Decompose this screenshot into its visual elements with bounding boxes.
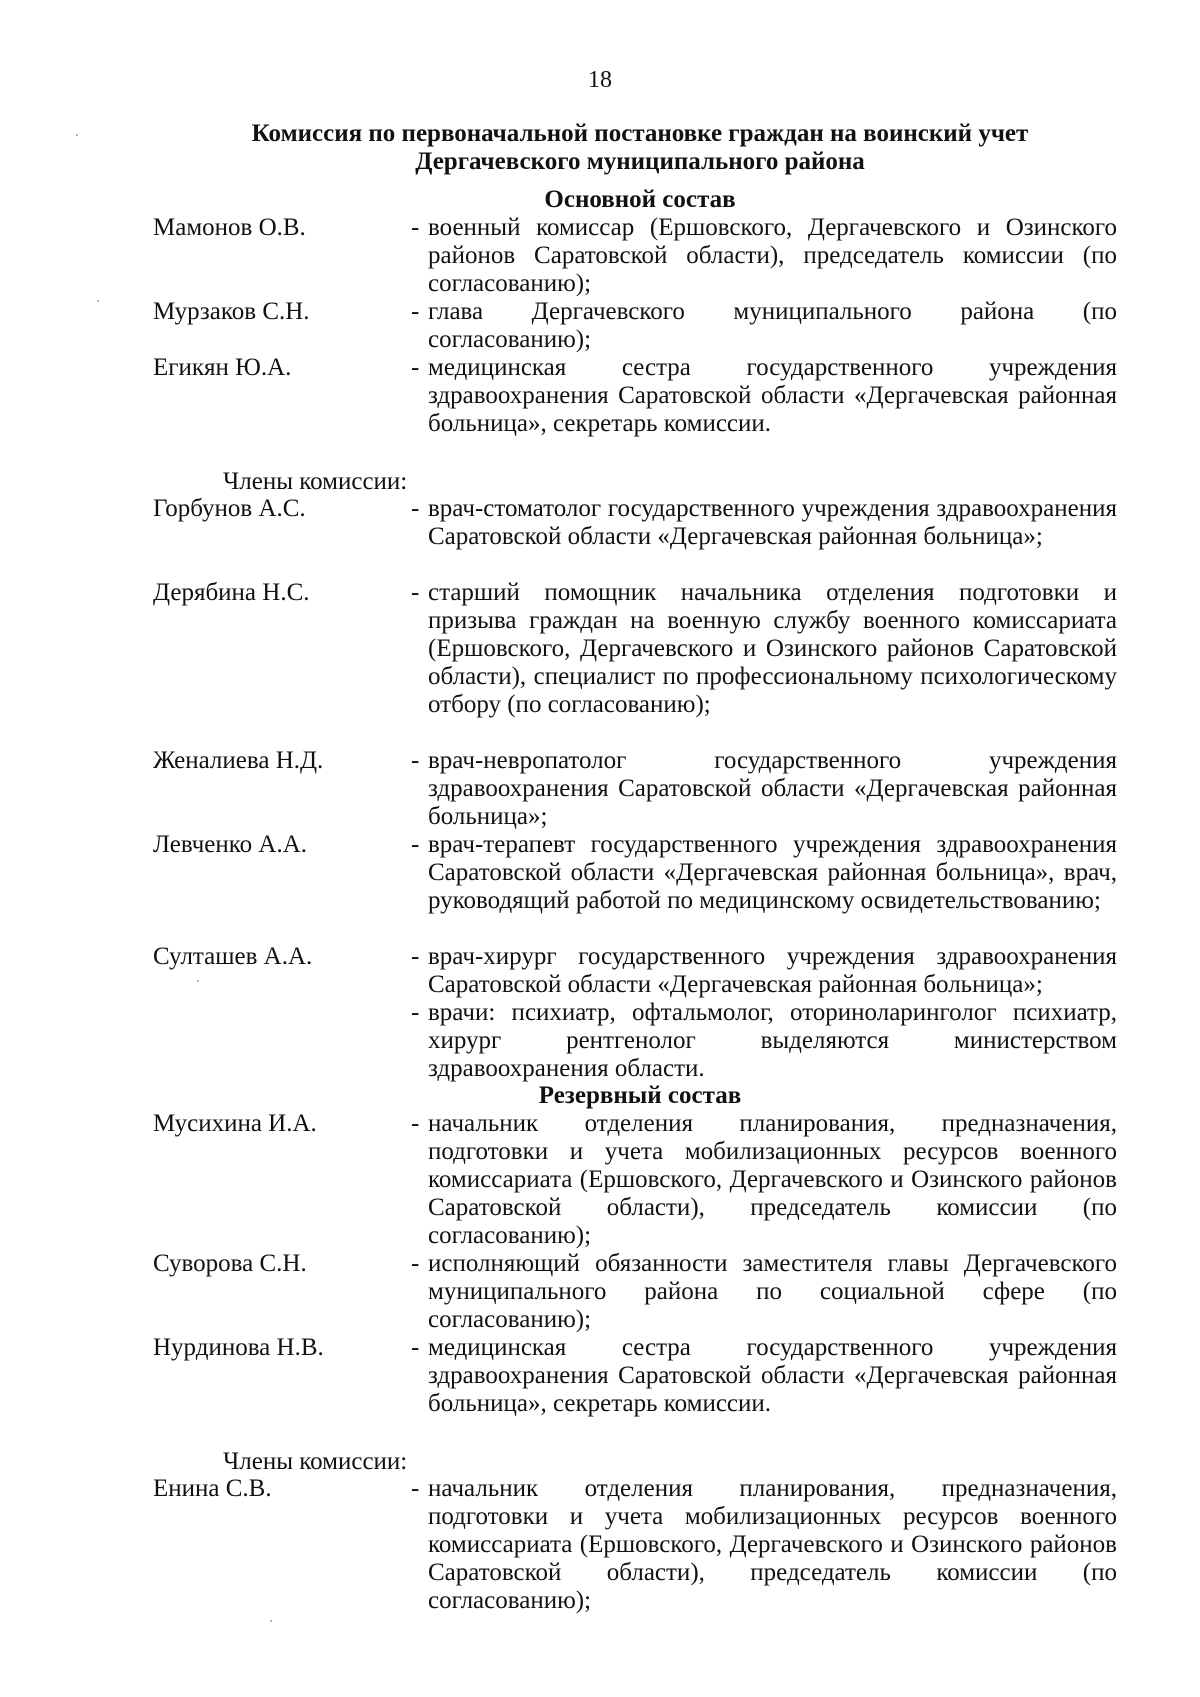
member-role: начальник отделения планирования, предназначения, подготовки и учета мобилизационных ресурсов военного комиссариата (Ершовского, Дергачевского и Озинского районов Саратовской области), председатель комиссии (по согласованию);	[428, 1110, 1117, 1249]
dash: -	[411, 1334, 420, 1361]
member-name: Левченко А.А.	[153, 831, 308, 858]
member-name: Егикян Ю.А.	[153, 354, 292, 381]
member-role: старший помощник начальника отделения подготовки и призыва граждан на военную службу военного комиссариата (Ершовского, Дергачевского и Озинского районов Саратовской области), специалист по профессиональному психологическому отбору (по согласованию);	[428, 579, 1117, 718]
dash: -	[411, 831, 420, 858]
member-role: врач-терапевт государственного учреждения здравоохранения Саратовской области «Дергачевская районная больница», врач, руководящий работой по медицинскому освидетельствованию;	[428, 831, 1117, 914]
title-line-1: Комиссия по первоначальной постановке граждан на воинский учет	[251, 120, 1029, 147]
dash: -	[411, 354, 420, 381]
member-role: военный комиссар (Ершовского, Дергачевского и Озинского районов Саратовской области), председатель комиссии (по согласованию);	[428, 214, 1117, 297]
dash: -	[411, 1250, 420, 1277]
member-name: Дерябина Н.С.	[153, 579, 310, 606]
member-name: Енина С.В.	[153, 1475, 272, 1502]
page-number: 18	[588, 67, 612, 93]
member-role: врач-стоматолог государственного учреждения здравоохранения Саратовской области «Дергачевская районная больница»;	[428, 495, 1117, 550]
dash: -	[411, 999, 420, 1026]
member-role: медицинская сестра государственного учреждения здравоохранения Саратовской области «Дергачевская районная больница», секретарь комиссии.	[428, 1334, 1117, 1417]
member-role: врач-невропатолог государственного учреждения здравоохранения Саратовской области «Дергачевская районная больница»;	[428, 747, 1117, 830]
member-name: Нурдинова Н.В.	[153, 1334, 324, 1361]
main-composition-heading: Основной состав	[544, 186, 736, 213]
member-name: Мамонов О.В.	[153, 214, 306, 241]
dash: -	[411, 1110, 420, 1137]
member-name: Мурзаков С.Н.	[153, 298, 310, 325]
dash: -	[411, 495, 420, 522]
member-role: врач-хирург государственного учреждения здравоохранения Саратовской области «Дергачевская районная больница»;	[428, 943, 1117, 998]
member-role: глава Дергачевского муниципального района (по согласованию);	[428, 298, 1117, 353]
member-role: начальник отделения планирования, предназначения, подготовки и учета мобилизационных ресурсов военного комиссариата (Ершовского, Дергачевского и Озинского районов Саратовской области), председатель комиссии (по согласованию);	[428, 1475, 1117, 1614]
doctors-note-text: врачи: психиатр, офтальмолог, оториноларинголог психиатр, хирург рентгенолог выделяются министерством здравоохранения области.	[428, 999, 1117, 1082]
dash: -	[411, 747, 420, 774]
members-label: Члены комиссии:	[223, 468, 408, 495]
member-name: Султашев А.А.	[153, 943, 313, 970]
reserve-composition-heading: Резервный состав	[538, 1082, 742, 1109]
member-role: исполняющий обязанности заместителя главы Дергачевского муниципального района по социальной сфере (по согласованию);	[428, 1250, 1117, 1333]
scan-speck	[97, 300, 99, 302]
members-label: Члены комиссии:	[223, 1448, 408, 1475]
dash: -	[411, 214, 420, 241]
dash: -	[411, 298, 420, 325]
member-name: Горбунов А.С.	[153, 495, 306, 522]
member-role: медицинская сестра государственного учреждения здравоохранения Саратовской области «Дергачевская районная больница», секретарь комиссии.	[428, 354, 1117, 437]
document-title	[150, 120, 1130, 176]
title-line-2: Дергачевского муниципального района	[415, 148, 865, 175]
scan-speck	[270, 1620, 272, 1622]
member-name: Женалиева Н.Д.	[153, 747, 324, 774]
member-name: Мусихина И.А.	[153, 1110, 317, 1137]
dash: -	[411, 1475, 420, 1502]
scan-speck	[76, 134, 78, 136]
member-name: Суворова С.Н.	[153, 1250, 307, 1277]
scan-speck	[197, 980, 199, 982]
dash: -	[411, 943, 420, 970]
dash: -	[411, 579, 420, 606]
